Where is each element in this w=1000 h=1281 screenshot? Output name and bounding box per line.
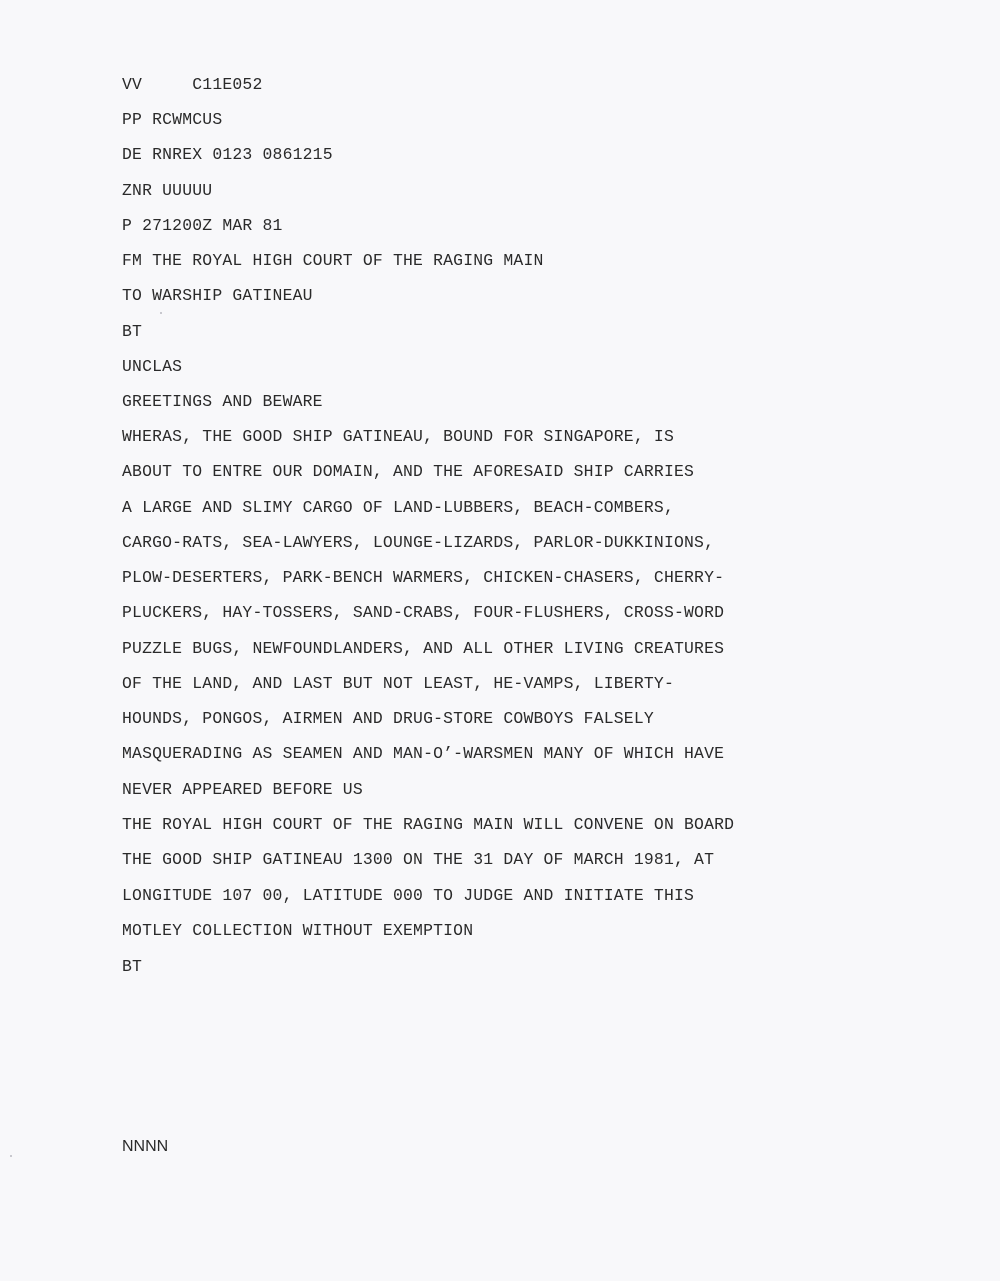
header-line-datetime: P 271200Z MAR 81 xyxy=(122,216,283,235)
body-line: CARGO-RATS, SEA-LAWYERS, LOUNGE-LIZARDS, PARLOR-DUKKINIONS, xyxy=(122,533,715,552)
body-line: LONGITUDE 107 00, LATITUDE 000 TO JUDGE AND INITIATE THIS xyxy=(122,886,695,905)
header-line-to: TO WARSHIP GATINEAU xyxy=(122,286,313,305)
body-line: NEVER APPEARED BEFORE US xyxy=(122,780,363,799)
header-line-classification: UNCLAS xyxy=(122,357,183,376)
paper-speck xyxy=(10,1155,12,1157)
body-line: WHERAS, THE GOOD SHIP GATINEAU, BOUND FOR SINGAPORE, IS xyxy=(122,427,674,446)
body-line: THE ROYAL HIGH COURT OF THE RAGING MAIN WILL CONVENE ON BOARD xyxy=(122,815,735,834)
body-line: MOTLEY COLLECTION WITHOUT EXEMPTION xyxy=(122,921,474,940)
body-line: OF THE LAND, AND LAST BUT NOT LEAST, HE-VAMPS, LIBERTY- xyxy=(122,674,674,693)
end-of-message-code: NNNN xyxy=(122,1138,169,1155)
body-line: THE GOOD SHIP GATINEAU 1300 ON THE 31 DAY OF MARCH 1981, AT xyxy=(122,850,715,869)
body-line: PUZZLE BUGS, NEWFOUNDLANDERS, AND ALL OTHER LIVING CREATURES xyxy=(122,639,725,658)
body-line: HOUNDS, PONGOS, AIRMEN AND DRUG-STORE COWBOYS FALSELY xyxy=(122,709,654,728)
header-line-station: DE RNREX 0123 0861215 xyxy=(122,145,333,164)
header-line-from: FM THE ROYAL HIGH COURT OF THE RAGING MAIN xyxy=(122,251,544,270)
header-line-break-start: BT xyxy=(122,322,143,341)
header-line-precedence: PP RCWMCUS xyxy=(122,110,223,129)
header-line-classification-code: ZNR UUUUU xyxy=(122,181,213,200)
body-line: GREETINGS AND BEWARE xyxy=(122,392,323,411)
body-line: A LARGE AND SLIMY CARGO OF LAND-LUBBERS, BEACH-COMBERS, xyxy=(122,498,674,517)
body-line-break-end: BT xyxy=(122,957,143,976)
body-line: PLOW-DESERTERS, PARK-BENCH WARMERS, CHICKEN-CHASERS, CHERRY- xyxy=(122,568,725,587)
body-line: MASQUERADING AS SEAMEN AND MAN-O’-WARSMEN MANY OF WHICH HAVE xyxy=(122,744,725,763)
body-line: PLUCKERS, HAY-TOSSERS, SAND-CRABS, FOUR-FLUSHERS, CROSS-WORD xyxy=(122,603,725,622)
header-line-routing: VV C11E052 xyxy=(122,75,263,94)
body-line: ABOUT TO ENTRE OUR DOMAIN, AND THE AFORESAID SHIP CARRIES xyxy=(122,462,695,481)
paper-speck xyxy=(160,312,162,314)
